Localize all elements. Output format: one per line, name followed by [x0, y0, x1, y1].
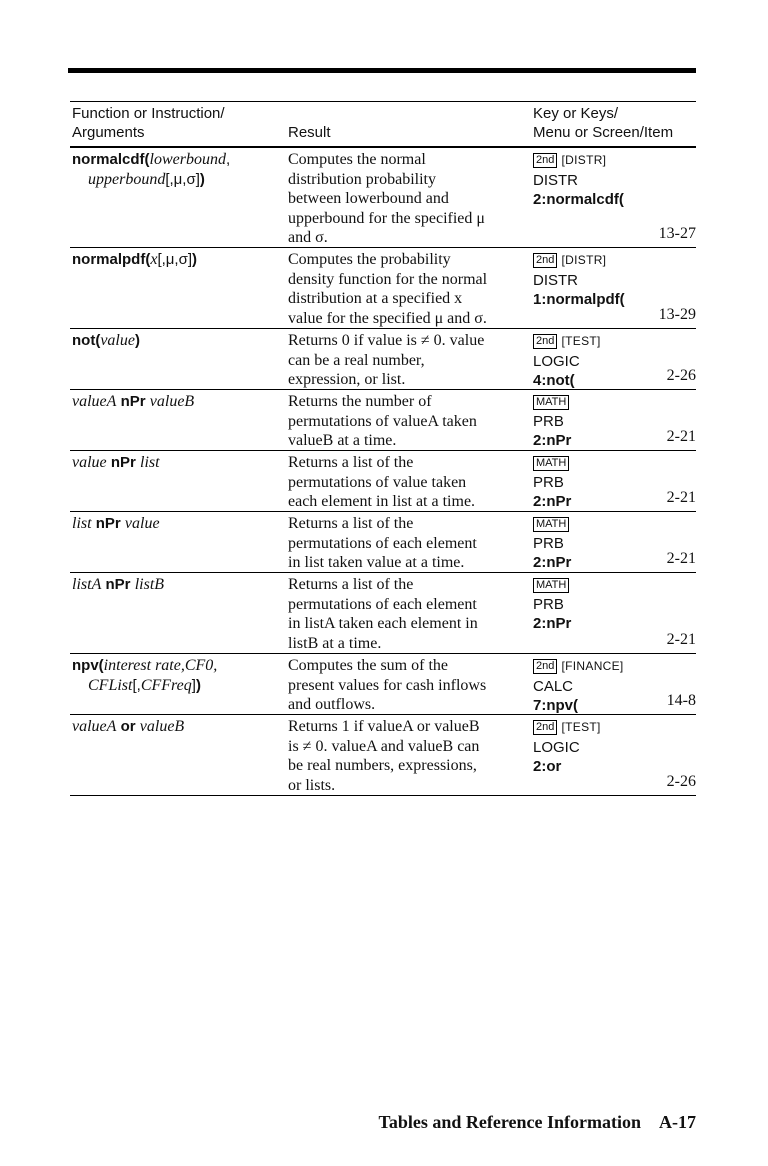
result-line: listB at a time.	[288, 634, 382, 652]
menu-name: DISTR	[533, 271, 578, 289]
keys-cell	[533, 250, 653, 310]
result-line: Returns a list of the	[288, 454, 414, 471]
result-line: and σ.	[288, 229, 328, 247]
function-visual: valueA nPr valueB	[72, 393, 195, 410]
result-line: and outflows.	[288, 696, 376, 714]
key-cap-math: MATH	[533, 395, 569, 410]
result-line: value for the specified μ and σ.	[288, 309, 487, 327]
result-line: expression, or list.	[288, 371, 406, 389]
key-sequence	[533, 453, 653, 473]
top-rule	[68, 68, 696, 73]
key-sequence	[533, 656, 653, 677]
menu-name: PRB	[533, 473, 564, 491]
key-sequence	[533, 150, 653, 171]
key-cap-2nd: 2nd	[533, 334, 557, 349]
menu-item: 2:or	[533, 758, 562, 776]
menu-item: 2:nPr	[533, 554, 572, 572]
function-cell	[72, 150, 282, 189]
key-sequence	[533, 717, 653, 738]
key-bracket: [DISTR]	[561, 253, 607, 267]
function-visual: listA nPr listB	[72, 576, 165, 593]
result-line: in listA taken each element in	[288, 615, 478, 633]
key-sequence	[533, 331, 653, 352]
result-line: Computes the probability	[288, 251, 451, 268]
result-cell	[288, 575, 528, 653]
page-ref: 2-26	[666, 367, 696, 385]
menu-item: 2:nPr	[533, 615, 572, 633]
page-ref: 2-21	[666, 631, 696, 649]
table-row	[70, 451, 696, 512]
result-line: can be a real number,	[288, 351, 425, 369]
page-ref: 14-8	[666, 692, 696, 710]
result-cell	[288, 250, 528, 328]
menu-name: LOGIC	[533, 352, 580, 370]
result-line: Computes the sum of the	[288, 657, 448, 674]
result-line: in list taken value at a time.	[288, 554, 465, 572]
header-function-line2: Arguments	[72, 124, 145, 141]
menu-item: 4:not(	[533, 372, 575, 390]
keys-cell	[533, 717, 653, 777]
result-cell	[288, 392, 528, 451]
table-row	[70, 390, 696, 451]
table-row	[70, 654, 696, 715]
reference-table	[70, 101, 696, 796]
menu-name: DISTR	[533, 171, 578, 189]
table-row	[70, 248, 696, 329]
result-line: Returns a list of the	[288, 576, 414, 593]
table-row	[70, 573, 696, 654]
result-line: upperbound for the specified μ	[288, 209, 485, 227]
footer-title: Tables and Reference Information	[378, 1112, 641, 1132]
function-visual: list nPr value	[72, 515, 160, 532]
page-ref: 2-26	[666, 773, 696, 791]
result-line: be real numbers, expressions,	[288, 757, 477, 775]
menu-name: LOGIC	[533, 738, 580, 756]
menu-item: 2:normalcdf(	[533, 191, 624, 209]
key-sequence	[533, 514, 653, 534]
result-line: or lists.	[288, 776, 336, 794]
menu-name: PRB	[533, 534, 564, 552]
menu-item: 2:nPr	[533, 493, 572, 511]
key-cap-math: MATH	[533, 578, 569, 593]
menu-name: PRB	[533, 412, 564, 430]
result-line: permutations of valueA taken	[288, 412, 477, 430]
result-line: Computes the normal	[288, 151, 426, 168]
function-visual: value nPr list	[72, 454, 160, 471]
key-cap-2nd: 2nd	[533, 153, 557, 168]
result-cell	[288, 150, 528, 248]
result-line: permutations of each element	[288, 534, 477, 552]
function-cell	[72, 717, 282, 737]
header-result: Result	[288, 124, 331, 141]
function-cell	[72, 656, 282, 695]
page-ref: 2-21	[666, 550, 696, 568]
table-header	[70, 101, 696, 148]
result-line: distribution at a specified x	[288, 290, 463, 308]
result-line: between lowerbound and	[288, 190, 449, 208]
key-cap-2nd: 2nd	[533, 720, 557, 735]
result-line: Returns a list of the	[288, 515, 414, 532]
function-visual: normalpdf(x[,μ,σ])	[72, 251, 198, 268]
keys-cell	[533, 150, 653, 210]
function-cell	[72, 575, 282, 595]
function-cell	[72, 331, 282, 351]
menu-item: 1:normalpdf(	[533, 291, 625, 309]
function-cell	[72, 514, 282, 534]
function-visual: valueA or valueB	[72, 718, 185, 735]
keys-cell	[533, 575, 653, 634]
result-cell	[288, 514, 528, 573]
key-sequence	[533, 575, 653, 595]
header-keys	[533, 104, 673, 142]
result-line: present values for cash inflows	[288, 676, 487, 694]
header-keys-line2: Menu or Screen/Item	[533, 124, 674, 141]
page-ref: 2-21	[666, 489, 696, 507]
function-visual: not(value)	[72, 332, 140, 349]
key-bracket: [DISTR]	[561, 153, 607, 167]
menu-item: 7:npv(	[533, 697, 578, 715]
key-cap-math: MATH	[533, 456, 569, 471]
table-row	[70, 512, 696, 573]
result-line: valueB at a time.	[288, 432, 397, 450]
menu-name: CALC	[533, 677, 574, 695]
result-line: permutations of each element	[288, 595, 477, 613]
footer-page-number: A-17	[659, 1112, 696, 1132]
result-cell	[288, 656, 528, 715]
function-visual: npv(interest rate,CF0,	[72, 657, 218, 674]
table-row	[70, 329, 696, 390]
menu-name: PRB	[533, 595, 564, 613]
result-line: Returns 0 if value is ≠ 0. value	[288, 332, 485, 349]
keys-cell	[533, 453, 653, 512]
key-sequence	[533, 392, 653, 412]
key-bracket: [FINANCE]	[561, 659, 624, 673]
result-line: Returns 1 if valueA or valueB	[288, 718, 480, 735]
keys-cell	[533, 656, 653, 716]
function-cell	[72, 453, 282, 473]
key-bracket: [TEST]	[561, 720, 601, 734]
result-cell	[288, 331, 528, 390]
keys-cell	[533, 331, 653, 391]
function-cell	[72, 392, 282, 412]
page-ref: 13-29	[658, 306, 696, 324]
key-bracket: [TEST]	[561, 334, 601, 348]
result-line: is ≠ 0. valueA and valueB can	[288, 737, 480, 755]
page-footer	[379, 1112, 697, 1133]
result-cell	[288, 717, 528, 795]
key-sequence	[533, 250, 653, 271]
key-cap-2nd: 2nd	[533, 253, 557, 268]
keys-cell	[533, 514, 653, 573]
header-keys-line1: Key or Keys/	[533, 105, 619, 122]
key-cap-2nd: 2nd	[533, 659, 557, 674]
key-cap-math: MATH	[533, 517, 569, 532]
menu-item: 2:nPr	[533, 432, 572, 450]
function-visual: normalcdf(lowerbound,	[72, 151, 231, 168]
result-line: permutations of value taken	[288, 473, 467, 491]
page-ref: 13-27	[658, 225, 696, 243]
function-visual-line2: upperbound[,μ,σ])	[88, 170, 205, 188]
page-ref: 2-21	[666, 428, 696, 446]
table-row	[70, 148, 696, 248]
result-cell	[288, 453, 528, 512]
result-line: Returns the number of	[288, 393, 432, 410]
table-row	[70, 715, 696, 796]
keys-cell	[533, 392, 653, 451]
result-line: each element in list at a time.	[288, 493, 476, 511]
header-function	[72, 104, 225, 142]
function-cell	[72, 250, 282, 270]
result-line: density function for the normal	[288, 270, 488, 288]
header-function-line1: Function or Instruction/	[72, 105, 225, 122]
function-visual-line2: CFList[,CFFreq])	[88, 676, 201, 694]
result-line: distribution probability	[288, 170, 436, 188]
